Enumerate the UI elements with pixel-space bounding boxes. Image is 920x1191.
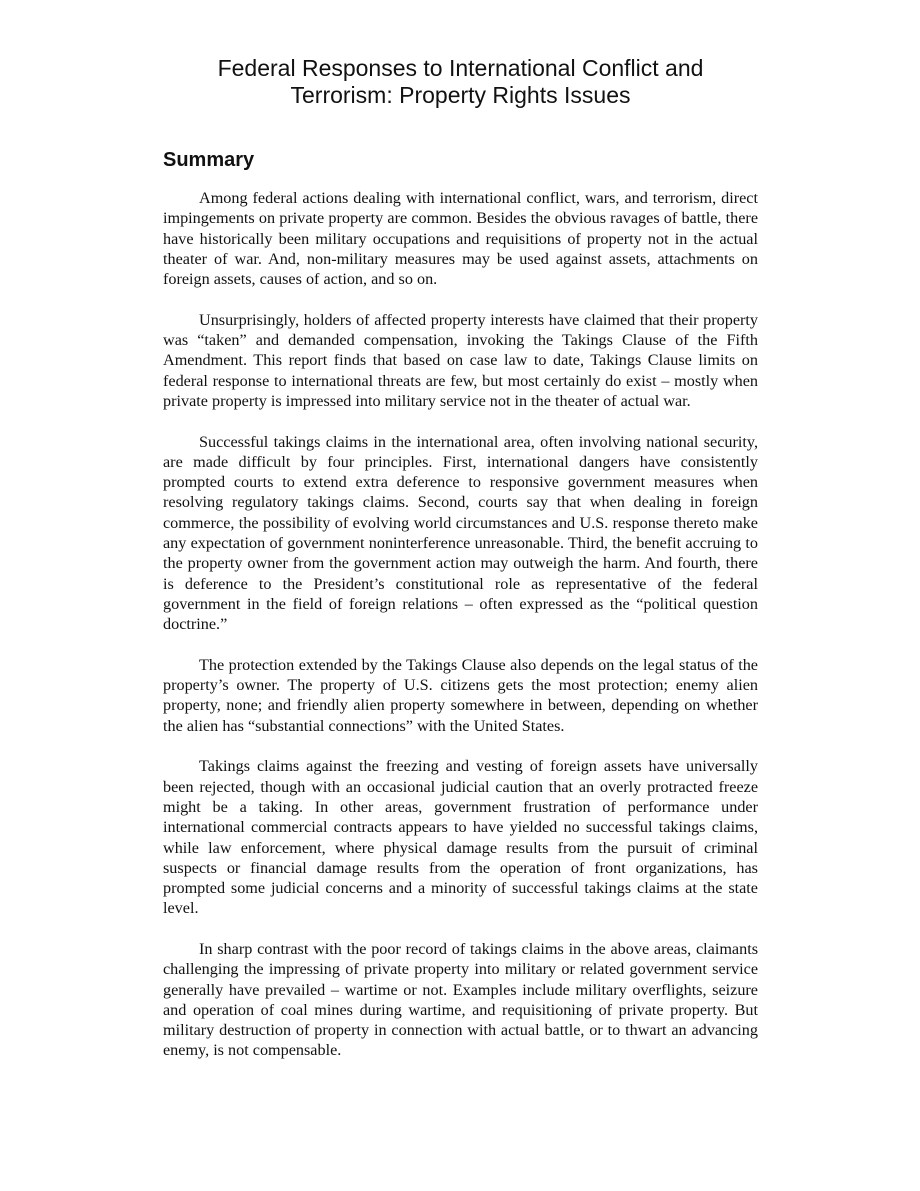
title-line-1: Federal Responses to International Conflict and [217,55,704,81]
section-heading-summary: Summary [163,149,255,171]
paragraph-4: The protection extended by the Takings Clause also depends on the legal status of the property’s owner. The property of U.S. citizens gets the most protection; enemy alien property, none; and friendly alien property somewhere in between, depending on whether the alien has “substantial connections” with the United States. [163,655,758,735]
document-title [163,55,758,109]
paragraph-1: Among federal actions dealing with international conflict, wars, and terrorism, direct impingements on private property are common. Besides the obvious ravages of battle, there have historically been military occupations and requisitions of property not in the actual theater of war. And, non-military measures may be used against assets, attachments on foreign assets, causes of action, and so on. [163,189,758,289]
paragraph-3: Successful takings claims in the international area, often involving national security, are made difficult by four principles. First, international dangers have consistently prompted courts to extend extra deference to responsive government measures when resolving regulatory takings claims. Second, courts say that when dealing in foreign commerce, the possibility of evolving world circumstances and U.S. response thereto make any expectation of government noninterference unreasonable. Third, the benefit accruing to the property owner from the government action may outweigh the harm. And fourth, there is deference to the President’s constitutional role as representative of the federal government in the field of foreign relations – often expressed as the “political question doctrine.” [163,432,758,634]
title-line-2: Terrorism: Property Rights Issues [290,82,631,108]
document-page [163,55,758,1081]
paragraph-6: In sharp contrast with the poor record of takings claims in the above areas, claimants challenging the impressing of private property into military or related government service generally have prevailed – wartime or not. Examples include military overflights, seizure and operation of coal mines during wartime, and requisitioning of private property. But military destruction of property in connection with actual battle, or to thwart an advancing enemy, is not compensable. [163,939,758,1060]
paragraph-2: Unsurprisingly, holders of affected property interests have claimed that their property was “taken” and demanded compensation, invoking the Takings Clause of the Fifth Amendment. This report finds that based on case law to date, Takings Clause limits on federal response to international threats are few, but most certainly do exist – mostly when private property is impressed into military service not in the theater of actual war. [163,310,758,410]
paragraph-5: Takings claims against the freezing and vesting of foreign assets have universally been rejected, though with an occasional judicial caution that an overly protracted freeze might be a taking. In other areas, government frustration of performance under international commercial contracts appears to have yielded no successful takings claims, while law enforcement, where physical damage results from the pursuit of criminal suspects or financial damage results from the operation of front organizations, has prompted some judicial concerns and a minority of successful takings claims at the state level. [163,757,758,918]
summary-body [163,188,758,1061]
